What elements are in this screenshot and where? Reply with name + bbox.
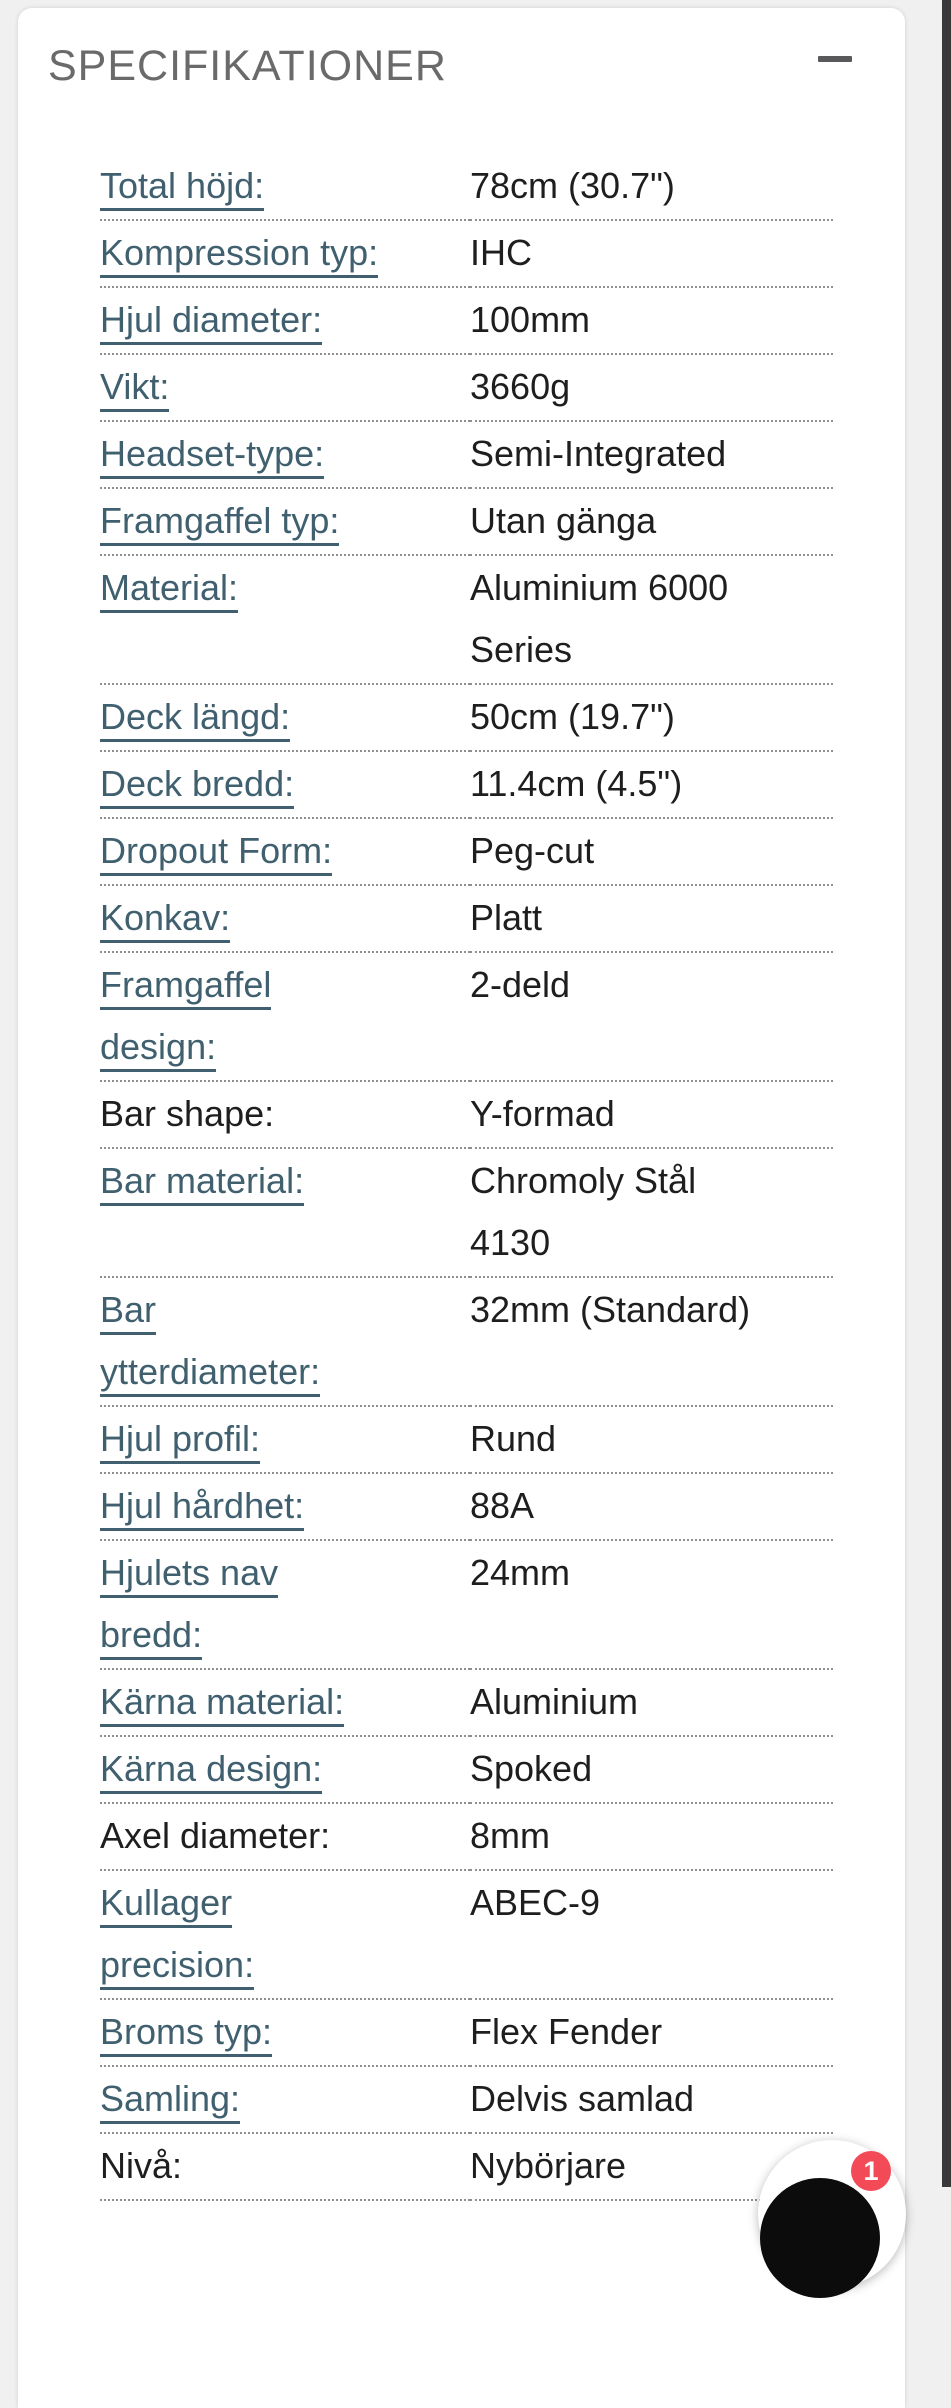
spec-value-cell: [470, 1999, 833, 2066]
spec-value-cell: [470, 1870, 833, 1999]
spec-row: [100, 1803, 833, 1870]
spec-value: Platt: [470, 897, 543, 938]
spec-label-cell: [100, 421, 470, 488]
spec-label-cell: [100, 220, 470, 287]
chat-widget-button[interactable]: [758, 2140, 906, 2288]
spec-row: [100, 1736, 833, 1803]
spec-term-link[interactable]: Hjulets nav bredd:: [100, 1552, 278, 1660]
spec-row: [100, 1148, 833, 1277]
spec-row: [100, 354, 833, 421]
spec-label-cell: [100, 2133, 470, 2200]
notification-badge: 1: [851, 2151, 891, 2191]
spec-row: [100, 1277, 833, 1406]
spec-row: [100, 220, 833, 287]
spec-value-cell: [470, 488, 833, 555]
panel-title: SPECIFIKATIONER: [48, 42, 447, 90]
spec-row: [100, 555, 833, 684]
spec-row: [100, 421, 833, 488]
spec-row: [100, 2133, 833, 2200]
spec-value-cell: [470, 555, 833, 684]
spec-value-cell: [470, 1081, 833, 1148]
spec-value-cell: [470, 220, 833, 287]
spec-term-link[interactable]: Deck längd:: [100, 696, 290, 742]
spec-value: Spoked: [470, 1748, 593, 1789]
spec-row: [100, 2066, 833, 2133]
spec-value: Nybörjare: [470, 2145, 627, 2186]
spec-value: IHC: [470, 232, 532, 273]
spec-row: [100, 1081, 833, 1148]
spec-label-cell: [100, 1669, 470, 1736]
spec-row: [100, 1870, 833, 1999]
spec-label-cell: [100, 1473, 470, 1540]
spec-label-cell: [100, 1081, 470, 1148]
spec-value: 32mm (Standard): [470, 1289, 751, 1330]
spec-value: Peg-cut: [470, 830, 595, 871]
spec-value-cell: [470, 952, 833, 1081]
spec-term-link[interactable]: Dropout Form:: [100, 830, 332, 876]
spec-term-link[interactable]: Hjul hårdhet:: [100, 1485, 304, 1531]
spec-term-link[interactable]: Hjul profil:: [100, 1418, 260, 1464]
spec-row: [100, 952, 833, 1081]
spec-term-link[interactable]: Bar material:: [100, 1160, 304, 1206]
spec-value: Y-formad: [470, 1093, 615, 1134]
spec-value-cell: [470, 1406, 833, 1473]
spec-term-link[interactable]: Deck bredd:: [100, 763, 294, 809]
spec-label-cell: [100, 2066, 470, 2133]
spec-value: 8mm: [470, 1815, 550, 1856]
spec-label-cell: [100, 1803, 470, 1870]
spec-value-cell: [470, 2066, 833, 2133]
spec-value-cell: [470, 1736, 833, 1803]
spec-term-link[interactable]: Bar ytterdiameter:: [100, 1289, 320, 1397]
spec-term-link[interactable]: Total höjd:: [100, 165, 264, 211]
spec-value: 100mm: [470, 299, 591, 340]
spec-value-cell: [470, 287, 833, 354]
spec-value: 11.4cm (4.5"): [470, 763, 683, 804]
spec-row: [100, 1473, 833, 1540]
spec-label-cell: [100, 1277, 470, 1406]
spec-term-label: Bar shape:: [100, 1093, 275, 1134]
spec-value-cell: [470, 354, 833, 421]
spec-value: 78cm (30.7"): [470, 165, 675, 206]
spec-label-cell: [100, 952, 470, 1081]
spec-value: 50cm (19.7"): [470, 696, 675, 737]
spec-term-link[interactable]: Material:: [100, 567, 238, 613]
spec-value-cell: [470, 818, 833, 885]
spec-value: Aluminium: [470, 1681, 639, 1722]
spec-row: [100, 1999, 833, 2066]
spec-label-cell: [100, 885, 470, 952]
spec-term-link[interactable]: Kullager precision:: [100, 1882, 254, 1990]
spec-term-label: Axel diameter:: [100, 1815, 331, 1856]
spec-value: 24mm: [470, 1552, 571, 1593]
spec-term-link[interactable]: Vikt:: [100, 366, 169, 412]
specifications-panel: [18, 8, 905, 2408]
spec-row: [100, 1669, 833, 1736]
spec-value-cell: [470, 154, 833, 220]
spec-value: 3660g: [470, 366, 571, 407]
spec-value: ABEC-9: [470, 1882, 601, 1923]
spec-row: [100, 154, 833, 220]
collapse-panel-button[interactable]: [818, 50, 852, 68]
panel-header: [18, 8, 905, 90]
spec-value: Aluminium 6000 Series: [470, 567, 729, 670]
spec-value-cell: [470, 421, 833, 488]
spec-label-cell: [100, 354, 470, 421]
spec-term-link[interactable]: Kärna design:: [100, 1748, 322, 1794]
spec-value: Semi-Integrated: [470, 433, 727, 474]
spec-value-cell: [470, 885, 833, 952]
spec-value: Flex Fender: [470, 2011, 663, 2052]
spec-row: [100, 1406, 833, 1473]
spec-label-cell: [100, 1148, 470, 1277]
specifications-table: [100, 154, 833, 2201]
spec-label-cell: [100, 1540, 470, 1669]
spec-value: 88A: [470, 1485, 535, 1526]
spec-value: Rund: [470, 1418, 557, 1459]
spec-value-cell: [470, 1277, 833, 1406]
spec-value: Utan gänga: [470, 500, 657, 541]
spec-term-link[interactable]: Hjul diameter:: [100, 299, 322, 345]
chat-avatar-icon: [760, 2178, 880, 2298]
spec-value-cell: [470, 1148, 833, 1277]
spec-label-cell: [100, 1406, 470, 1473]
spec-label-cell: [100, 1999, 470, 2066]
spec-value: Delvis samlad: [470, 2078, 695, 2119]
spec-value-cell: [470, 684, 833, 751]
spec-label-cell: [100, 154, 470, 220]
spec-term-link[interactable]: Samling:: [100, 2078, 240, 2124]
spec-value: 2-deld: [470, 964, 571, 1005]
minus-icon: [818, 56, 852, 62]
spec-value-cell: [470, 1473, 833, 1540]
spec-label-cell: [100, 684, 470, 751]
spec-label-cell: [100, 1736, 470, 1803]
spec-row: [100, 885, 833, 952]
spec-term-link[interactable]: Headset-type:: [100, 433, 324, 479]
spec-label-cell: [100, 751, 470, 818]
spec-value-cell: [470, 1803, 833, 1870]
spec-term-link[interactable]: Konkav:: [100, 897, 230, 943]
spec-term-label: Nivå:: [100, 2145, 183, 2186]
spec-label-cell: [100, 555, 470, 684]
spec-term-link[interactable]: Framgaffel design:: [100, 964, 271, 1072]
spec-row: [100, 488, 833, 555]
right-edge-strip: [942, 0, 951, 2187]
spec-term-link[interactable]: Broms typ:: [100, 2011, 272, 2057]
spec-row: [100, 1540, 833, 1669]
spec-value-cell: [470, 751, 833, 818]
spec-row: [100, 684, 833, 751]
spec-label-cell: [100, 287, 470, 354]
spec-label-cell: [100, 818, 470, 885]
spec-row: [100, 818, 833, 885]
spec-term-link[interactable]: Framgaffel typ:: [100, 500, 339, 546]
spec-row: [100, 287, 833, 354]
spec-value-cell: [470, 1669, 833, 1736]
spec-row: [100, 751, 833, 818]
spec-term-link[interactable]: Kärna material:: [100, 1681, 344, 1727]
spec-term-link[interactable]: Kompression typ:: [100, 232, 378, 278]
spec-value-cell: [470, 1540, 833, 1669]
spec-value: Chromoly Stål 4130: [470, 1160, 697, 1263]
spec-label-cell: [100, 1870, 470, 1999]
spec-label-cell: [100, 488, 470, 555]
